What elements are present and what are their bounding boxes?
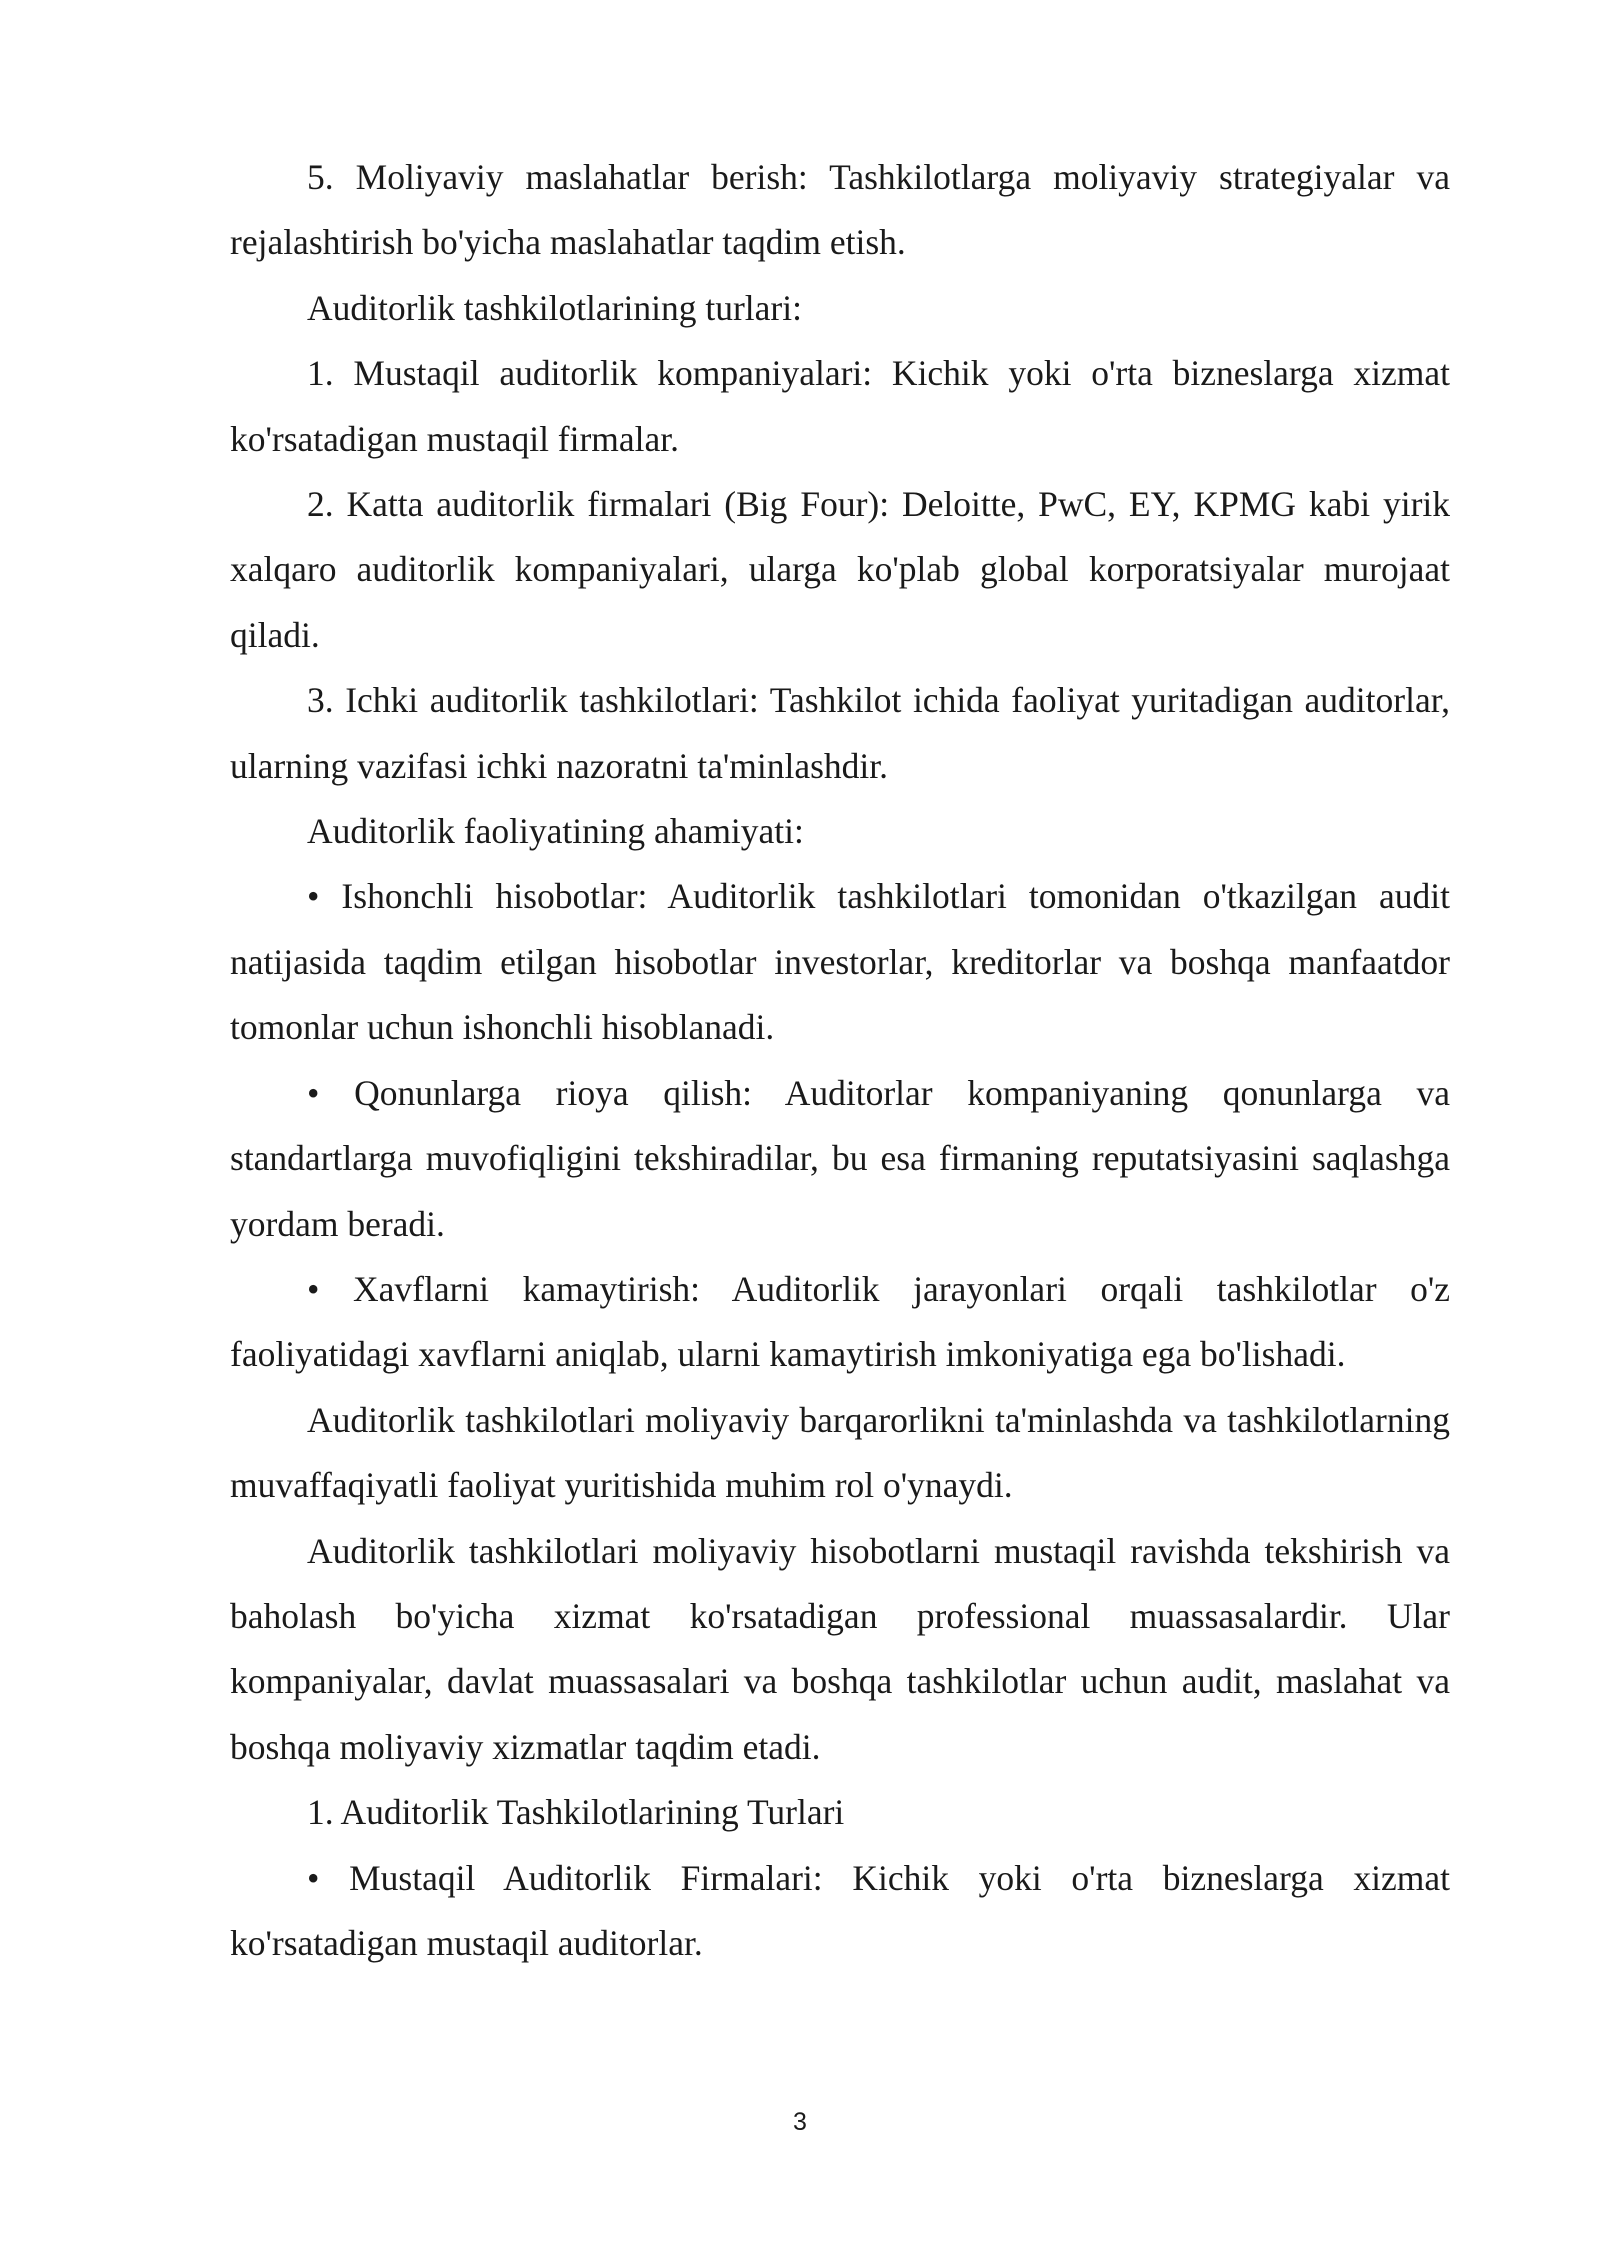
paragraph-reliable-reports: • Ishonchli hisobotlar: Auditorlik tashkilotlari tomonidan o'tkazilgan audit natijasida taqdim etilgan hisobotlar investorlar, kreditorlar va boshqa manfaatdor tomonlar uchun ishonchli hisoblanadi. [230, 876, 1450, 1048]
paragraph-financial-advice: 5. Moliyaviy maslahatlar berish: Tashkilotlarga moliyaviy strategiyalar va rejalashtirish bo'yicha maslahatlar taqdim etish. [230, 157, 1450, 263]
paragraph-independent-companies: 1. Mustaqil auditorlik kompaniyalari: Kichik yoki o'rta bizneslarga xizmat ko'rsatadigan mustaqil firmalar. [230, 353, 1450, 459]
paragraph-types-heading: Auditorlik tashkilotlarining turlari: [307, 287, 802, 328]
paragraph-stability: Auditorlik tashkilotlari moliyaviy barqarorlikni ta'minlashda va tashkilotlarning muvaffaqiyatli faoliyat yuritishida muhim rol o'ynaydi. [230, 1399, 1450, 1506]
paragraph-section-heading: 1. Auditorlik Tashkilotlarining Turlari [307, 1792, 845, 1833]
paragraph-internal-audit: 3. Ichki auditorlik tashkilotlari: Tashkilot ichida faoliyat yuritadigan auditorlar, ularning vazifasi ichki nazoratni ta'minlashdir. [230, 680, 1450, 786]
paragraph-compliance: • Qonunlarga rioya qilish: Auditorlar kompaniyaning qonunlarga va standartlarga muvofiqligini tekshiradilar, bu esa firmaning reputatsiyasini saqlashga yordam beradi. [230, 1072, 1450, 1244]
page-body [230, 145, 1450, 1976]
page-number: 3 [793, 2108, 807, 2136]
paragraph-importance-heading: Auditorlik faoliyatining ahamiyati: [307, 811, 804, 852]
paragraph-big-four: 2. Katta auditorlik firmalari (Big Four): Deloitte, PwC, EY, KPMG kabi yirik xalqaro auditorlik kompaniyalari, ularga ko'plab global korporatsiyalar murojaat qiladi. [230, 484, 1450, 655]
paragraph-independent-firms: • Mustaqil Auditorlik Firmalari: Kichik yoki o'rta bizneslarga xizmat ko'rsatadigan mustaqil auditorlar. [230, 1857, 1450, 1963]
paragraph-risk-reduction: • Xavflarni kamaytirish: Auditorlik jarayonlari orqali tashkilotlar o'z faoliyatidagi xavflarni aniqlab, ularni kamaytirish imkoniyatiga ega bo'lishadi. [230, 1268, 1450, 1375]
paragraph-definition: Auditorlik tashkilotlari moliyaviy hisobotlarni mustaqil ravishda tekshirish va baholash bo'yicha xizmat ko'rsatadigan professional muassasalardir. Ular kompaniyalar, davlat muassasalari va boshqa tashkilotlar uchun audit, maslahat va boshqa moliyaviy xizmatlar taqdim etadi. [230, 1530, 1450, 1767]
